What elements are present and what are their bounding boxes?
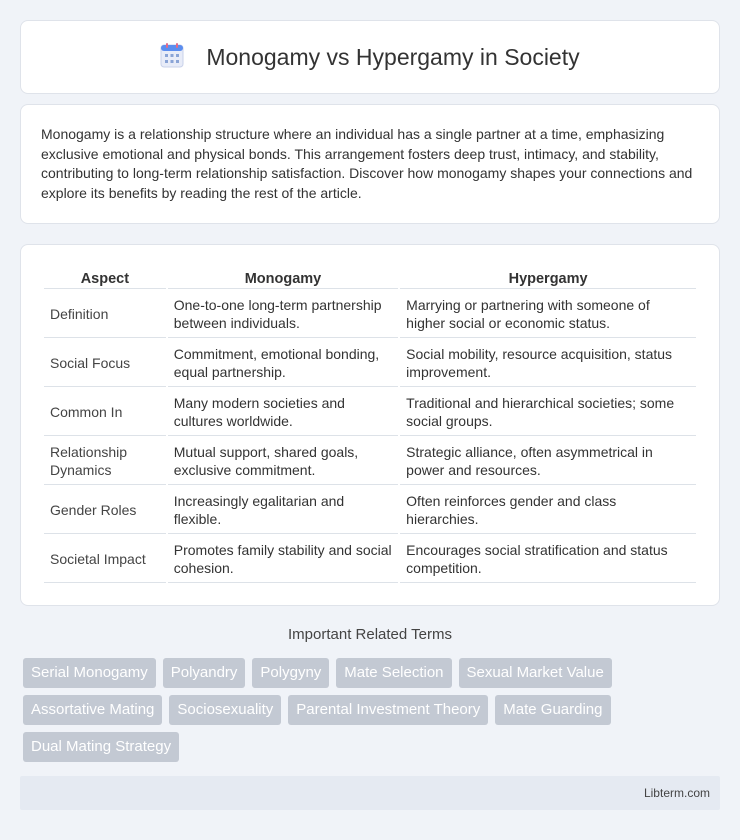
aspect-cell: Social Focus	[44, 340, 166, 387]
monogamy-cell: Promotes family stability and social cohesion.	[168, 536, 398, 583]
calendar-icon	[160, 42, 184, 73]
related-terms-list	[23, 658, 723, 762]
tag-dual-mating-strategy[interactable]: Dual Mating Strategy	[23, 732, 179, 762]
header-card	[20, 20, 720, 94]
aspect-cell: Societal Impact	[44, 536, 166, 583]
table-row	[44, 340, 696, 387]
related-terms-title: Important Related Terms	[288, 626, 452, 643]
tag-parental-investment-theory[interactable]: Parental Investment Theory	[288, 695, 488, 725]
table-row	[44, 291, 696, 338]
aspect-cell: Definition	[44, 291, 166, 338]
tag-polygyny[interactable]: Polygyny	[252, 658, 329, 688]
table-row	[44, 438, 696, 485]
table-row	[44, 389, 696, 436]
aspect-cell: Gender Roles	[44, 487, 166, 534]
monogamy-cell: Many modern societies and cultures worldwide.	[168, 389, 398, 436]
table-row	[44, 536, 696, 583]
hypergamy-cell: Encourages social stratification and status competition.	[400, 536, 696, 583]
hypergamy-cell: Strategic alliance, often asymmetrical in power and resources.	[400, 438, 696, 485]
monogamy-cell: Increasingly egalitarian and flexible.	[168, 487, 398, 534]
aspect-cell: Relationship Dynamics	[44, 438, 166, 485]
tag-sexual-market-value[interactable]: Sexual Market Value	[459, 658, 612, 688]
tag-polyandry[interactable]: Polyandry	[163, 658, 246, 688]
hypergamy-cell: Traditional and hierarchical societies; some social groups.	[400, 389, 696, 436]
tag-assortative-mating[interactable]: Assortative Mating	[23, 695, 162, 725]
intro-card	[20, 104, 720, 224]
table-row	[44, 487, 696, 534]
column-header-monogamy: Monogamy	[168, 267, 398, 289]
intro-paragraph: Monogamy is a relationship structure where an individual has a single partner at a time, emphasizing exclusive emotional and physical bonds. This arrangement fosters deep trust, intimacy, and stability, contributing to long-term relationship satisfaction. Discover how monogamy shapes your connections and explore its benefits by reading the rest of the article.	[41, 126, 693, 201]
comparison-table	[42, 265, 698, 585]
tag-sociosexuality[interactable]: Sociosexuality	[169, 695, 281, 725]
monogamy-cell: Commitment, emotional bonding, equal partnership.	[168, 340, 398, 387]
aspect-cell: Common In	[44, 389, 166, 436]
column-header-hypergamy: Hypergamy	[400, 267, 696, 289]
monogamy-cell: Mutual support, shared goals, exclusive commitment.	[168, 438, 398, 485]
footer-site-link[interactable]: Libterm.com	[643, 786, 710, 800]
monogamy-cell: One-to-one long-term partnership between individuals.	[168, 291, 398, 338]
hypergamy-cell: Often reinforces gender and class hierarchies.	[400, 487, 696, 534]
footer	[20, 776, 720, 810]
column-header-aspect: Aspect	[44, 267, 166, 289]
comparison-card	[20, 244, 720, 606]
hypergamy-cell: Marrying or partnering with someone of higher social or economic status.	[400, 291, 696, 338]
tag-mate-guarding[interactable]: Mate Guarding	[495, 695, 610, 725]
tag-mate-selection[interactable]: Mate Selection	[336, 658, 451, 688]
tag-serial-monogamy[interactable]: Serial Monogamy	[23, 658, 156, 688]
hypergamy-cell: Social mobility, resource acquisition, status improvement.	[400, 340, 696, 387]
table-header-row	[44, 267, 696, 289]
page-title: Monogamy vs Hypergamy in Society	[206, 43, 580, 70]
